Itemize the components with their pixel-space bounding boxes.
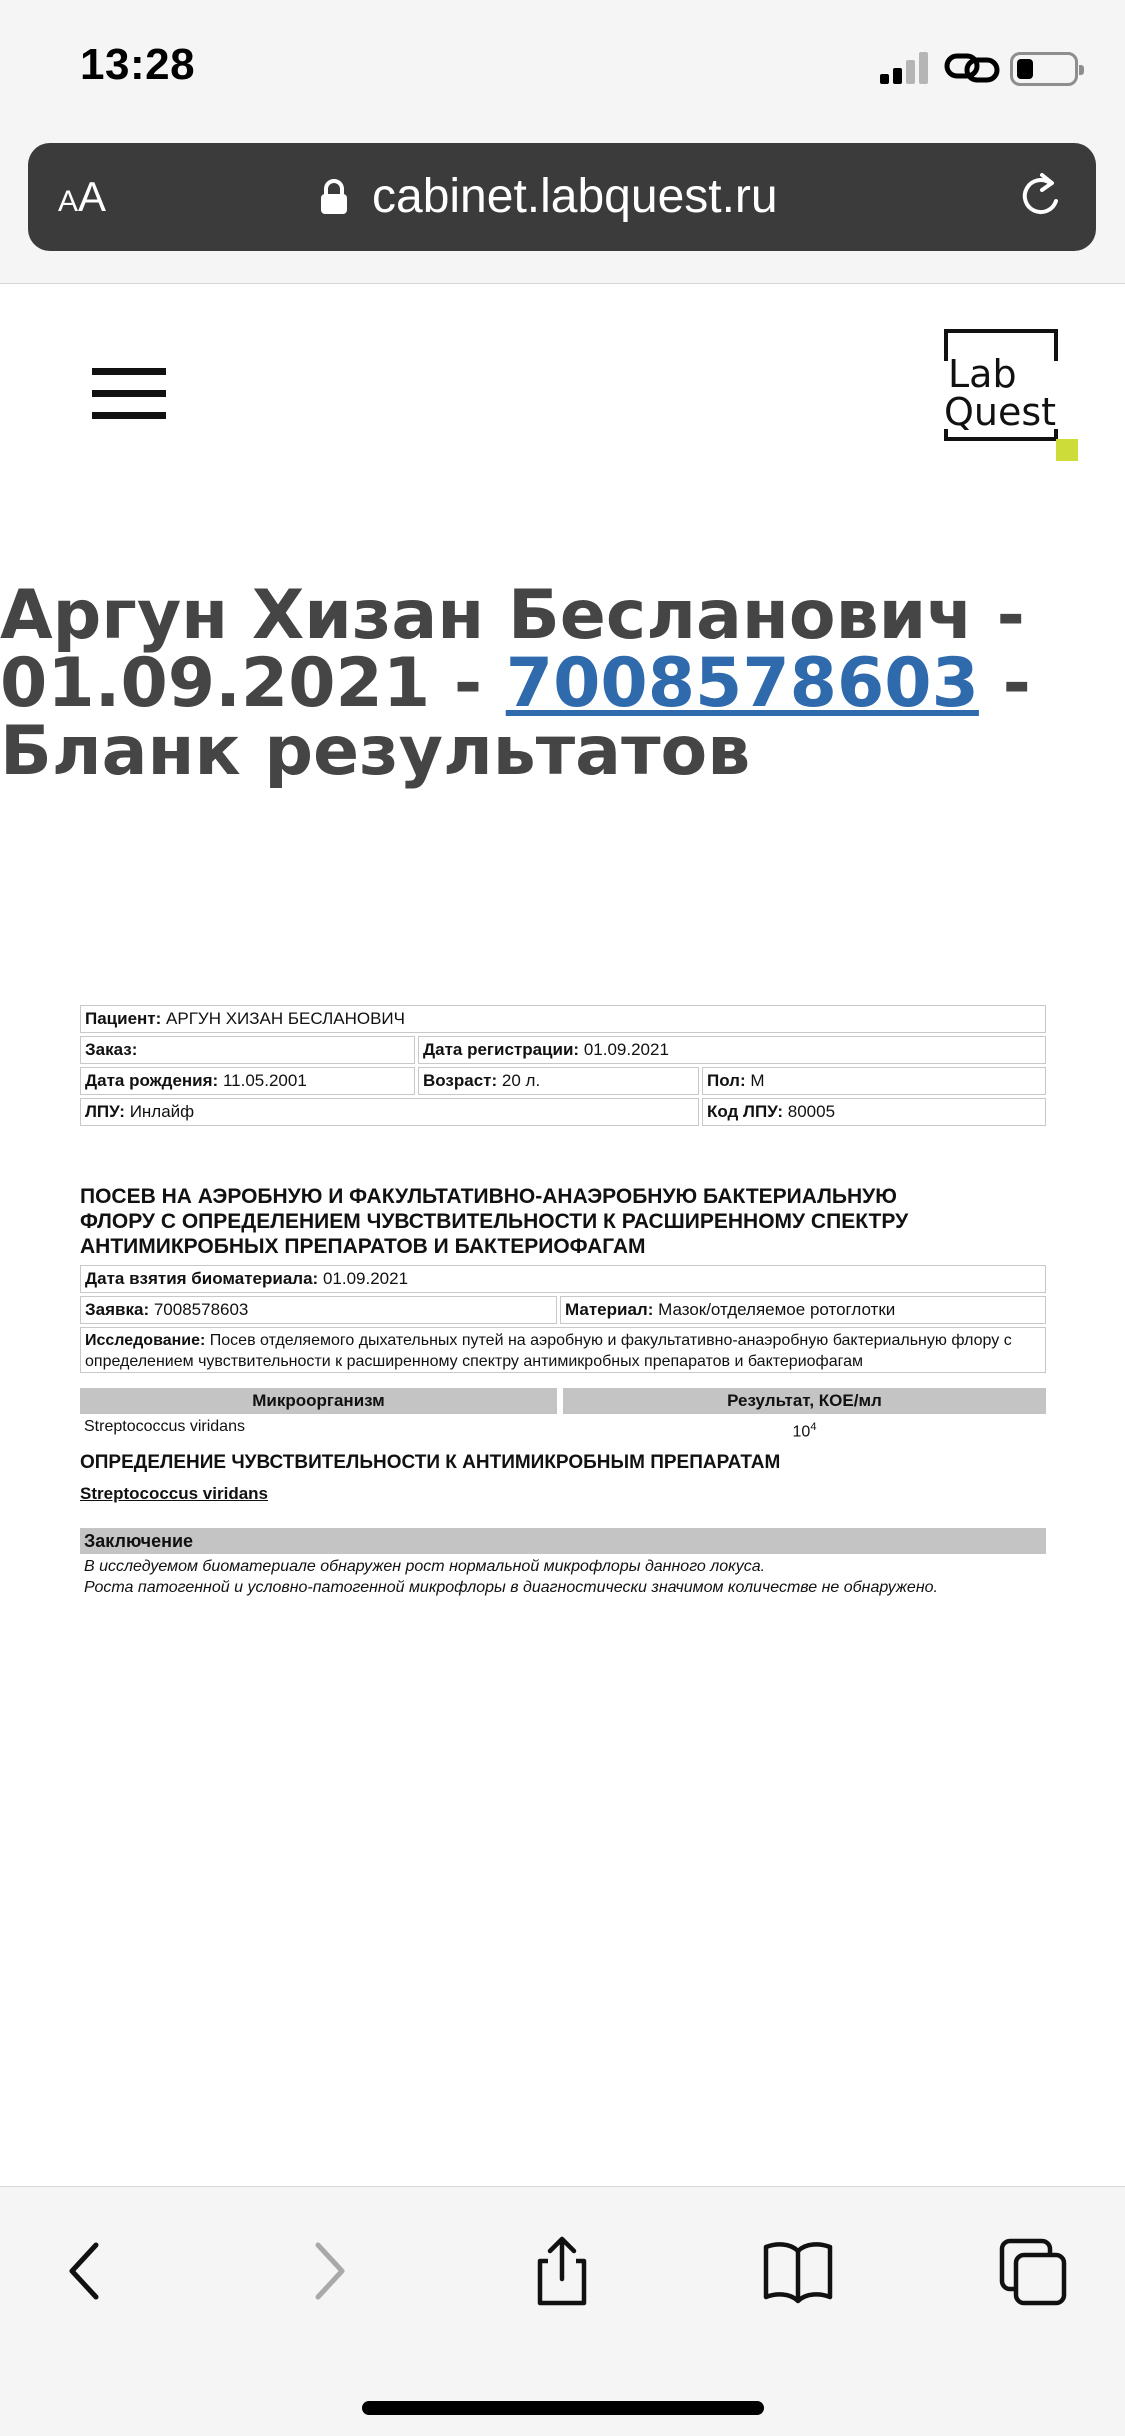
conclusion-line: В исследуемом биоматериале обнаружен рост нормальной микрофлоры данного локуса. [84,1558,766,1575]
study-label: Исследование: [85,1332,206,1349]
order-row [80,1036,1046,1064]
battery-icon [1010,52,1078,86]
browser-top-chrome [0,0,1125,284]
reg-date-cell [418,1036,1046,1064]
lpu-code-cell [702,1098,1046,1126]
sex-value: М [750,1071,765,1090]
material-cell [560,1296,1046,1324]
url-text[interactable]: cabinet.labquest.ru [372,170,778,223]
patient-row [80,1005,1046,1033]
tabs-icon[interactable] [998,2235,1070,2307]
reload-icon[interactable] [1016,171,1068,223]
link-icon [944,50,1000,86]
logo-text-quest: Quest [944,390,1057,434]
birth-label: Дата рождения: [85,1071,219,1090]
forward-icon[interactable] [292,2235,364,2307]
conclusion-header: Заключение [80,1528,1046,1554]
lock-icon [320,179,348,215]
lpu-code-value: 80005 [787,1102,836,1121]
labquest-logo[interactable] [942,327,1082,467]
sensitivity-title: ОПРЕДЕЛЕНИЕ ЧУВСТВИТЕЛЬНОСТИ К АНТИМИКРОБНЫМ ПРЕПАРАТАМ [80,1452,781,1473]
sex-cell [702,1067,1046,1095]
lpu-cell [80,1098,699,1126]
lpu-label: ЛПУ: [85,1102,125,1121]
patient-value: АРГУН ХИЗАН БЕСЛАНОВИЧ [166,1009,405,1028]
request-value: 7008578603 [153,1300,249,1319]
sample-date-cell [80,1265,1046,1293]
table-row [80,1414,1046,1440]
lpu-row [80,1098,1046,1126]
sample-date-row [80,1265,1046,1293]
patient-cell [80,1005,1046,1033]
reg-date-label: Дата регистрации: [423,1040,580,1059]
birth-row [80,1067,1046,1095]
material-value: Мазок/отделяемое ротоглотки [658,1300,896,1319]
sample-date-value: 01.09.2021 [322,1269,409,1288]
page-title [0,576,1125,791]
bookmarks-icon[interactable] [762,2235,834,2307]
sensitivity-organism-link[interactable]: Streptococcus viridans [80,1484,269,1503]
study-cell [80,1327,1046,1373]
lpu-value: Инлайф [129,1102,195,1121]
conclusion-line: Роста патогенной и условно-патогенной микрофлоры в диагностически значимом количестве не обнаружено. [84,1579,938,1596]
study-value: Посев отделяемого дыхательных путей на аэробную и факультативно-анаэробную бактериальную флору с определением чувствительности к расширенному спектру антимикробных препаратов и бактериофагам [85,1332,1012,1370]
sex-label: Пол: [707,1071,746,1090]
patient-label: Пациент: [85,1009,162,1028]
microorganism-table-header [80,1388,1046,1414]
page-title-line3: Бланк результатов [0,712,751,791]
page-title-line2 [0,644,1125,723]
birth-value: 11.05.2001 [222,1071,307,1090]
order-number-link[interactable]: 7008578603 [505,644,979,723]
sample-date-label: Дата взятия биоматериала: [85,1269,319,1288]
result-column-header: Результат, КОЕ/мл [563,1388,1046,1414]
page-title-date: 01.09.2021 - [0,644,506,723]
test-title-line: ФЛОРУ С ОПРЕДЕЛЕНИЕМ ЧУВСТВИТЕЛЬНОСТИ К РАСШИРЕННОМУ СПЕКТРУ [80,1210,909,1233]
microorganism-result: $10^4$ [792,1421,817,1441]
share-icon[interactable] [526,2235,598,2307]
lpu-code-label: Код ЛПУ: [707,1102,784,1121]
text-size-button[interactable]: AA [58,173,107,220]
results-document [80,1005,1046,1598]
back-icon[interactable] [50,2235,122,2307]
age-label: Возраст: [423,1071,498,1090]
microorganism-name: Streptococcus viridans [84,1418,245,1435]
request-row [80,1296,1046,1324]
age-cell [418,1067,699,1095]
address-bar[interactable] [28,143,1096,251]
page-title-line1: Аргун Хизан Бесланович - [0,576,1025,655]
test-title-line: ПОСЕВ НА АЭРОБНУЮ И ФАКУЛЬТАТИВНО-АНАЭРОБНУЮ БАКТЕРИАЛЬНУЮ [80,1185,897,1208]
material-label: Материал: [565,1300,654,1319]
browser-bottom-toolbar [0,2186,1125,2436]
order-label: Заказ: [85,1040,138,1059]
logo-text-lab: Lab [948,352,1017,396]
logo-accent-square [1056,439,1078,461]
birth-cell [80,1067,415,1095]
request-cell [80,1296,557,1324]
menu-hamburger-icon[interactable] [92,368,166,420]
reg-date-value: 01.09.2021 [583,1040,669,1059]
age-value: 20 л. [501,1071,541,1090]
home-indicator[interactable] [362,2401,764,2415]
page-title-dash: - [978,644,1031,723]
conclusion-text [80,1556,1046,1598]
test-title-line: АНТИМИКРОБНЫХ ПРЕПАРАТОВ И БАКТЕРИОФАГАМ [80,1235,646,1258]
order-cell [80,1036,415,1064]
cellular-signal-icon [880,52,932,84]
microorganism-column-header: Микроорганизм [80,1388,557,1414]
test-title [80,1184,1046,1259]
status-time: 13:28 [80,40,196,89]
request-label: Заявка: [85,1300,150,1319]
